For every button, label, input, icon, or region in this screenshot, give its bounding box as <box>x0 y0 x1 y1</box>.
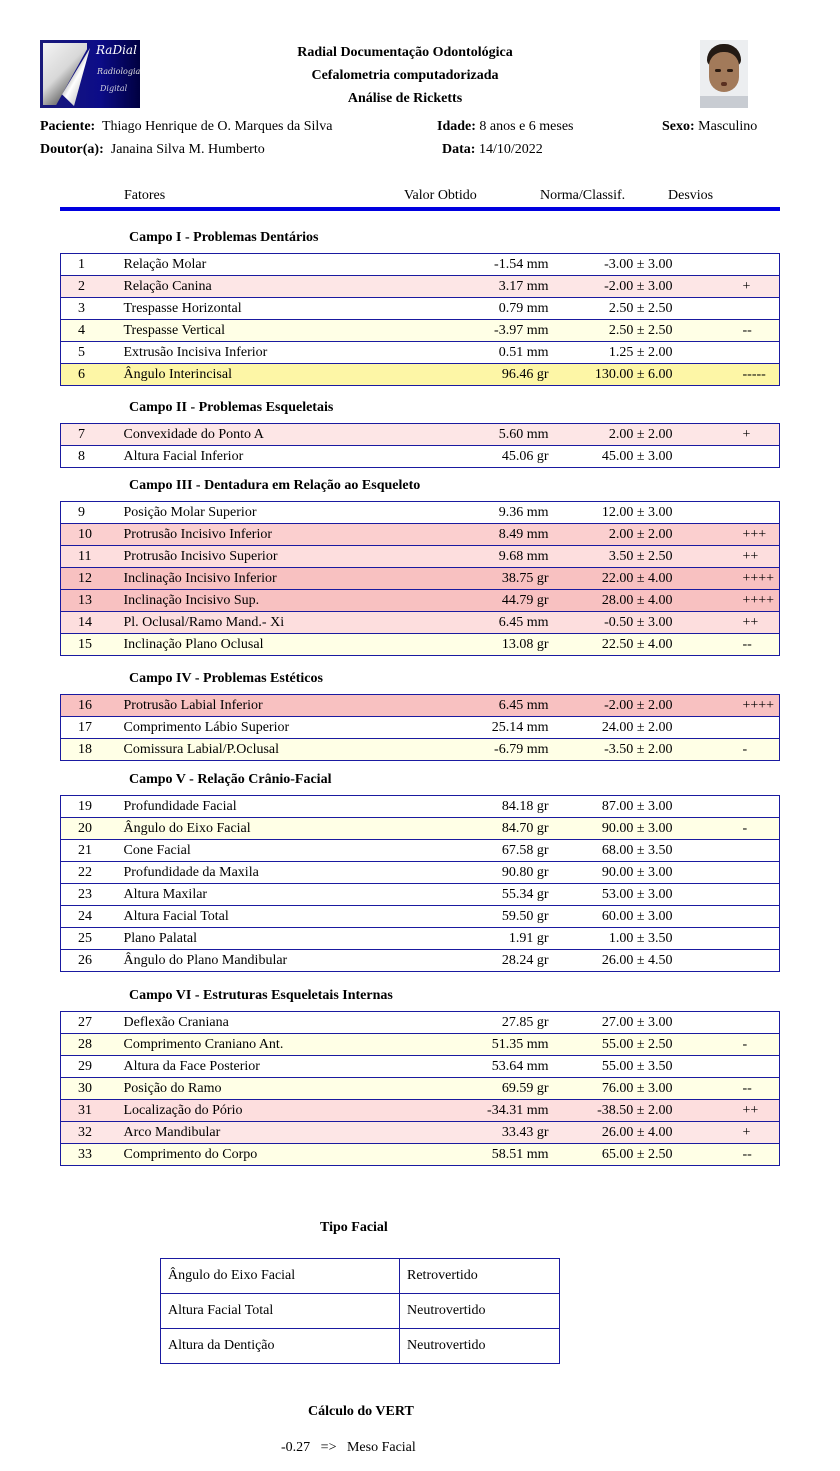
title-line-1: Radial Documentação Odontológica <box>297 45 513 60</box>
deviation: + <box>673 424 780 446</box>
factor-name: Deflexão Craniana <box>124 1012 414 1034</box>
obtained-value: 0.79 mm <box>414 298 549 320</box>
column-header-fatores: Fatores <box>124 188 166 203</box>
vert-arrow: => <box>320 1440 337 1455</box>
table-row <box>61 1034 780 1056</box>
title-line-2: Cefalometria computadorizada <box>311 68 499 83</box>
column-header-valor: Valor Obtido <box>404 188 477 203</box>
table-row <box>61 717 780 739</box>
table-row <box>61 524 780 546</box>
sex-value: Masculino <box>698 119 758 134</box>
norm-value: 2.50 ± 2.50 <box>549 320 673 342</box>
factor-name: Comissura Labial/P.Oclusal <box>124 739 414 761</box>
factor-name: Comprimento Lábio Superior <box>124 717 414 739</box>
row-number: 23 <box>61 884 124 906</box>
row-number: 30 <box>61 1078 124 1100</box>
logo-text-brand: RaDial <box>96 43 137 57</box>
factor-name: Trespasse Horizontal <box>124 298 414 320</box>
date-value: 14/10/2022 <box>478 142 543 157</box>
age-label: Idade: <box>437 119 476 134</box>
obtained-value: 6.45 mm <box>414 695 549 717</box>
norm-value: 130.00 ± 6.00 <box>549 364 673 386</box>
table-row <box>61 950 780 972</box>
vert-classification: Meso Facial <box>346 1440 416 1455</box>
obtained-value: -6.79 mm <box>414 739 549 761</box>
deviation <box>673 950 780 972</box>
norm-value: 55.00 ± 2.50 <box>549 1034 673 1056</box>
table-row <box>61 634 780 656</box>
tipo-facial-title: Tipo Facial <box>320 1220 388 1235</box>
row-number: 22 <box>61 862 124 884</box>
deviation: ++ <box>673 612 780 634</box>
row-number: 27 <box>61 1012 124 1034</box>
obtained-value: 84.70 gr <box>414 818 549 840</box>
row-number: 6 <box>61 364 124 386</box>
patient-name-field <box>40 119 333 135</box>
factor-name: Altura Facial Total <box>124 906 414 928</box>
norm-value: 76.00 ± 3.00 <box>549 1078 673 1100</box>
deviation: + <box>673 276 780 298</box>
obtained-value: 90.80 gr <box>414 862 549 884</box>
norm-value: 68.00 ± 3.50 <box>549 840 673 862</box>
deviation: ++++ <box>673 590 780 612</box>
deviation <box>673 906 780 928</box>
norm-value: 2.50 ± 2.50 <box>549 298 673 320</box>
obtained-value: 33.43 gr <box>414 1122 549 1144</box>
obtained-value: 67.58 gr <box>414 840 549 862</box>
deviation <box>673 446 780 468</box>
norm-value: -3.50 ± 2.00 <box>549 739 673 761</box>
norm-value: 90.00 ± 3.00 <box>549 862 673 884</box>
report-title <box>230 41 580 110</box>
tipo-facial-value: Neutrovertido <box>400 1294 560 1329</box>
factor-name: Trespasse Vertical <box>124 320 414 342</box>
doctor-label: Doutor(a): <box>40 142 104 157</box>
deviation <box>673 884 780 906</box>
row-number: 2 <box>61 276 124 298</box>
factor-name: Altura Facial Inferior <box>124 446 414 468</box>
deviation: ++ <box>673 1100 780 1122</box>
factor-name: Posição do Ramo <box>124 1078 414 1100</box>
row-number: 19 <box>61 796 124 818</box>
deviation <box>673 1012 780 1034</box>
table-row <box>61 276 780 298</box>
table-row <box>61 502 780 524</box>
deviation <box>673 1056 780 1078</box>
deviation: ----- <box>673 364 780 386</box>
tipo-facial-label: Altura da Dentição <box>161 1329 400 1364</box>
tipo-facial-value: Retrovertido <box>400 1259 560 1294</box>
doctor-name: Janaina Silva M. Humberto <box>110 142 265 157</box>
section-title: Campo V - Relação Crânio-Facial <box>129 772 332 787</box>
row-number: 16 <box>61 695 124 717</box>
row-number: 8 <box>61 446 124 468</box>
sex-field <box>662 119 757 135</box>
factor-name: Localização do Pório <box>124 1100 414 1122</box>
row-number: 20 <box>61 818 124 840</box>
row-number: 7 <box>61 424 124 446</box>
norm-value: 27.00 ± 3.00 <box>549 1012 673 1034</box>
factor-name: Convexidade do Ponto A <box>124 424 414 446</box>
row-number: 10 <box>61 524 124 546</box>
row-number: 24 <box>61 906 124 928</box>
factor-name: Plano Palatal <box>124 928 414 950</box>
deviation <box>673 502 780 524</box>
section-table <box>60 694 780 761</box>
deviation <box>673 862 780 884</box>
norm-value: 12.00 ± 3.00 <box>549 502 673 524</box>
factor-name: Inclinação Incisivo Inferior <box>124 568 414 590</box>
row-number: 12 <box>61 568 124 590</box>
table-row <box>61 796 780 818</box>
row-number: 33 <box>61 1144 124 1166</box>
factor-name: Protrusão Incisivo Superior <box>124 546 414 568</box>
deviation: - <box>673 1034 780 1056</box>
section-title: Campo III - Dentadura em Relação ao Esqueleto <box>129 478 421 493</box>
row-number: 18 <box>61 739 124 761</box>
deviation <box>673 796 780 818</box>
obtained-value: 58.51 mm <box>414 1144 549 1166</box>
deviation: -- <box>673 634 780 656</box>
deviation: ++ <box>673 546 780 568</box>
obtained-value: 53.64 mm <box>414 1056 549 1078</box>
factor-name: Posição Molar Superior <box>124 502 414 524</box>
obtained-value: 59.50 gr <box>414 906 549 928</box>
vert-title: Cálculo do VERT <box>308 1404 414 1419</box>
section-table <box>60 1011 780 1166</box>
obtained-value: 27.85 gr <box>414 1012 549 1034</box>
deviation: +++ <box>673 524 780 546</box>
row-number: 4 <box>61 320 124 342</box>
section-table <box>60 501 780 656</box>
patient-photo <box>700 40 748 108</box>
factor-name: Relação Molar <box>124 254 414 276</box>
obtained-value: 5.60 mm <box>414 424 549 446</box>
norm-value: -2.00 ± 2.00 <box>549 695 673 717</box>
factor-name: Comprimento do Corpo <box>124 1144 414 1166</box>
obtained-value: 0.51 mm <box>414 342 549 364</box>
obtained-value: 9.36 mm <box>414 502 549 524</box>
table-row <box>61 590 780 612</box>
deviation <box>673 840 780 862</box>
obtained-value: 6.45 mm <box>414 612 549 634</box>
row-number: 26 <box>61 950 124 972</box>
date-label: Data: <box>442 142 476 157</box>
age-value: 8 anos e 6 meses <box>479 119 574 134</box>
norm-value: 3.50 ± 2.50 <box>549 546 673 568</box>
obtained-value: 8.49 mm <box>414 524 549 546</box>
patient-name: Thiago Henrique de O. Marques da Silva <box>101 119 333 134</box>
row-number: 25 <box>61 928 124 950</box>
deviation <box>673 342 780 364</box>
norm-value: -0.50 ± 3.00 <box>549 612 673 634</box>
section-table <box>60 795 780 972</box>
deviation: ++++ <box>673 568 780 590</box>
row-number: 11 <box>61 546 124 568</box>
tipo-facial-row <box>161 1294 560 1329</box>
tipo-facial-table <box>160 1258 560 1364</box>
section-table <box>60 423 780 468</box>
obtained-value: 96.46 gr <box>414 364 549 386</box>
doctor-field <box>40 142 265 158</box>
row-number: 28 <box>61 1034 124 1056</box>
row-number: 13 <box>61 590 124 612</box>
norm-value: 87.00 ± 3.00 <box>549 796 673 818</box>
factor-name: Ângulo do Eixo Facial <box>124 818 414 840</box>
table-row <box>61 695 780 717</box>
table-row <box>61 568 780 590</box>
deviation: + <box>673 1122 780 1144</box>
deviation: -- <box>673 1078 780 1100</box>
table-row <box>61 342 780 364</box>
obtained-value: 13.08 gr <box>414 634 549 656</box>
section-title: Campo VI - Estruturas Esqueletais Internas <box>129 988 393 1003</box>
table-row <box>61 546 780 568</box>
factor-name: Profundidade Facial <box>124 796 414 818</box>
table-row <box>61 862 780 884</box>
norm-value: 26.00 ± 4.50 <box>549 950 673 972</box>
factor-name: Pl. Oclusal/Ramo Mand.- Xi <box>124 612 414 634</box>
norm-value: 45.00 ± 3.00 <box>549 446 673 468</box>
norm-value: 90.00 ± 3.00 <box>549 818 673 840</box>
row-number: 14 <box>61 612 124 634</box>
table-row <box>61 320 780 342</box>
section-title: Campo I - Problemas Dentários <box>129 230 319 245</box>
tipo-facial-row <box>161 1329 560 1364</box>
norm-value: 2.00 ± 2.00 <box>549 424 673 446</box>
table-row <box>61 1056 780 1078</box>
factor-name: Protrusão Incisivo Inferior <box>124 524 414 546</box>
obtained-value: 84.18 gr <box>414 796 549 818</box>
deviation: -- <box>673 1144 780 1166</box>
row-number: 17 <box>61 717 124 739</box>
table-row <box>61 884 780 906</box>
deviation <box>673 254 780 276</box>
radial-logo <box>40 40 140 108</box>
obtained-value: 3.17 mm <box>414 276 549 298</box>
tipo-facial-row <box>161 1259 560 1294</box>
factor-name: Cone Facial <box>124 840 414 862</box>
sex-label: Sexo: <box>662 119 695 134</box>
table-row <box>61 818 780 840</box>
norm-value: 28.00 ± 4.00 <box>549 590 673 612</box>
factor-name: Arco Mandibular <box>124 1122 414 1144</box>
obtained-value: -1.54 mm <box>414 254 549 276</box>
header-divider <box>60 207 780 211</box>
norm-value: 65.00 ± 2.50 <box>549 1144 673 1166</box>
table-row <box>61 840 780 862</box>
tipo-facial-label: Altura Facial Total <box>161 1294 400 1329</box>
obtained-value: -3.97 mm <box>414 320 549 342</box>
obtained-value: 45.06 gr <box>414 446 549 468</box>
factor-name: Inclinação Plano Oclusal <box>124 634 414 656</box>
deviation <box>673 298 780 320</box>
logo-text-sub2: Digital <box>100 84 128 93</box>
factor-name: Extrusão Incisiva Inferior <box>124 342 414 364</box>
norm-value: 22.50 ± 4.00 <box>549 634 673 656</box>
table-row <box>61 739 780 761</box>
deviation: - <box>673 739 780 761</box>
norm-value: 55.00 ± 3.50 <box>549 1056 673 1078</box>
tipo-facial-label: Ângulo do Eixo Facial <box>161 1259 400 1294</box>
factor-name: Altura Maxilar <box>124 884 414 906</box>
obtained-value: 51.35 mm <box>414 1034 549 1056</box>
row-number: 29 <box>61 1056 124 1078</box>
row-number: 9 <box>61 502 124 524</box>
table-row <box>61 1012 780 1034</box>
row-number: 3 <box>61 298 124 320</box>
table-row <box>61 446 780 468</box>
vert-result-line <box>281 1440 416 1456</box>
row-number: 32 <box>61 1122 124 1144</box>
norm-value: 26.00 ± 4.00 <box>549 1122 673 1144</box>
factor-name: Altura da Face Posterior <box>124 1056 414 1078</box>
deviation <box>673 928 780 950</box>
row-number: 15 <box>61 634 124 656</box>
obtained-value: 38.75 gr <box>414 568 549 590</box>
obtained-value: 1.91 gr <box>414 928 549 950</box>
norm-value: 53.00 ± 3.00 <box>549 884 673 906</box>
table-row <box>61 364 780 386</box>
norm-value: 22.00 ± 4.00 <box>549 568 673 590</box>
table-row <box>61 612 780 634</box>
factor-name: Relação Canina <box>124 276 414 298</box>
table-row <box>61 928 780 950</box>
norm-value: 24.00 ± 2.00 <box>549 717 673 739</box>
obtained-value: 44.79 gr <box>414 590 549 612</box>
table-row <box>61 1144 780 1166</box>
obtained-value: 69.59 gr <box>414 1078 549 1100</box>
factor-name: Ângulo do Plano Mandibular <box>124 950 414 972</box>
norm-value: -38.50 ± 2.00 <box>549 1100 673 1122</box>
row-number: 21 <box>61 840 124 862</box>
section-table <box>60 253 780 386</box>
obtained-value: 28.24 gr <box>414 950 549 972</box>
age-field <box>437 119 574 135</box>
table-row <box>61 1100 780 1122</box>
factor-name: Profundidade da Maxila <box>124 862 414 884</box>
section-title: Campo IV - Problemas Estéticos <box>129 671 323 686</box>
deviation <box>673 717 780 739</box>
tipo-facial-value: Neutrovertido <box>400 1329 560 1364</box>
column-header-desvios: Desvios <box>668 188 714 203</box>
table-row <box>61 254 780 276</box>
norm-value: -2.00 ± 3.00 <box>549 276 673 298</box>
patient-label: Paciente: <box>40 119 96 134</box>
factor-name: Comprimento Craniano Ant. <box>124 1034 414 1056</box>
vert-value: -0.27 <box>281 1440 311 1455</box>
deviation: -- <box>673 320 780 342</box>
table-row <box>61 424 780 446</box>
date-field <box>442 142 543 158</box>
obtained-value: 25.14 mm <box>414 717 549 739</box>
row-number: 31 <box>61 1100 124 1122</box>
row-number: 5 <box>61 342 124 364</box>
deviation: - <box>673 818 780 840</box>
norm-value: 1.00 ± 3.50 <box>549 928 673 950</box>
row-number: 1 <box>61 254 124 276</box>
norm-value: 1.25 ± 2.00 <box>549 342 673 364</box>
norm-value: -3.00 ± 3.00 <box>549 254 673 276</box>
deviation: ++++ <box>673 695 780 717</box>
section-title: Campo II - Problemas Esqueletais <box>129 400 334 415</box>
obtained-value: -34.31 mm <box>414 1100 549 1122</box>
norm-value: 2.00 ± 2.00 <box>549 524 673 546</box>
obtained-value: 9.68 mm <box>414 546 549 568</box>
norm-value: 60.00 ± 3.00 <box>549 906 673 928</box>
table-row <box>61 1122 780 1144</box>
obtained-value: 55.34 gr <box>414 884 549 906</box>
factor-name: Protrusão Labial Inferior <box>124 695 414 717</box>
title-line-3: Análise de Ricketts <box>347 91 463 106</box>
factor-name: Inclinação Incisivo Sup. <box>124 590 414 612</box>
table-row <box>61 906 780 928</box>
factor-name: Ângulo Interincisal <box>124 364 414 386</box>
table-row <box>61 1078 780 1100</box>
table-row <box>61 298 780 320</box>
column-header-norma: Norma/Classif. <box>540 188 626 203</box>
logo-text-sub1: Radiologia <box>97 67 140 76</box>
